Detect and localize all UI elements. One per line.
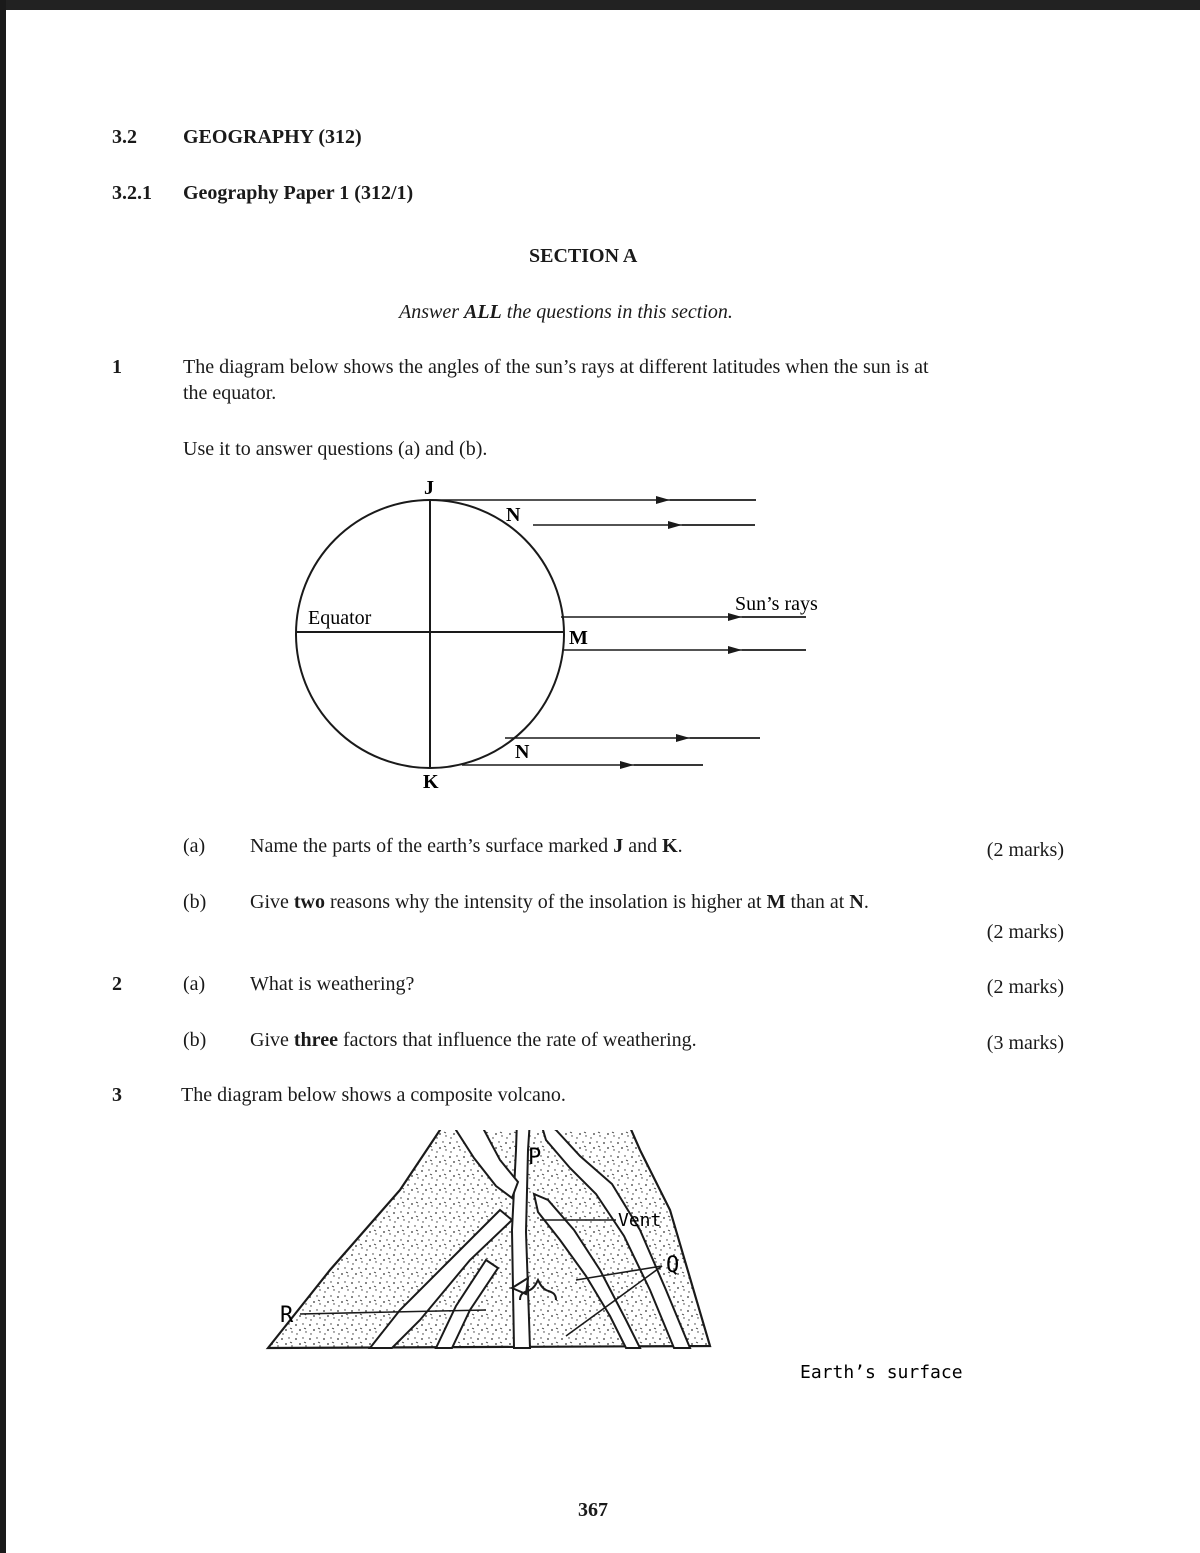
- q1a-label: (a): [183, 835, 206, 857]
- q2b-marks: (3 marks): [986, 1032, 1064, 1054]
- q2b-label: (b): [183, 1029, 207, 1051]
- label-r: R: [280, 1303, 294, 1328]
- label-earths-surface: Earth’s surface: [800, 1362, 963, 1383]
- q3-text: The diagram below shows a composite volcano.: [181, 1084, 566, 1106]
- volcano-diagram: [0, 1130, 1200, 1440]
- q1b-label: (b): [183, 891, 207, 913]
- q2a-label: (a): [183, 973, 206, 995]
- label-j: J: [424, 477, 434, 499]
- label-m: M: [569, 627, 588, 649]
- label-equator: Equator: [308, 607, 372, 629]
- section-instruction: Answer ALL the questions in this section.: [399, 301, 733, 323]
- q1-use-text: Use it to answer questions (a) and (b).: [183, 438, 488, 460]
- label-vent: Vent: [618, 1210, 662, 1231]
- q1b-marks: (2 marks): [986, 921, 1064, 943]
- q2-number: 2: [112, 973, 122, 995]
- section-number: 3.2: [112, 126, 137, 148]
- q2a-marks: (2 marks): [986, 976, 1064, 998]
- q2a-text: What is weathering?: [250, 973, 415, 995]
- label-p: P: [528, 1145, 542, 1170]
- label-suns-rays: Sun’s rays: [735, 593, 818, 615]
- subsection-number: 3.2.1: [112, 182, 152, 204]
- page-number: 367: [578, 1499, 608, 1521]
- subsection-title: Geography Paper 1 (312/1): [183, 182, 414, 204]
- q1b-text: Give two reasons why the intensity of the insolation is higher at M than at N.: [250, 891, 869, 913]
- q2b-text: Give three factors that influence the rate of weathering.: [250, 1029, 697, 1051]
- label-k: K: [423, 771, 439, 793]
- q1-text-line2: the equator.: [183, 382, 277, 404]
- label-n-bottom: N: [515, 741, 530, 763]
- q3-number: 3: [112, 1084, 122, 1106]
- label-q: Q: [666, 1253, 680, 1278]
- label-n-top: N: [506, 504, 521, 526]
- section-heading: SECTION A: [529, 245, 638, 267]
- q1-text-line1: The diagram below shows the angles of the sun’s rays at different latitudes when the sun is at: [183, 356, 929, 378]
- q1-number: 1: [112, 356, 122, 378]
- q1a-text: Name the parts of the earth’s surface marked J and K.: [250, 835, 683, 857]
- section-title: GEOGRAPHY (312): [183, 126, 362, 148]
- q1a-marks: (2 marks): [986, 839, 1064, 861]
